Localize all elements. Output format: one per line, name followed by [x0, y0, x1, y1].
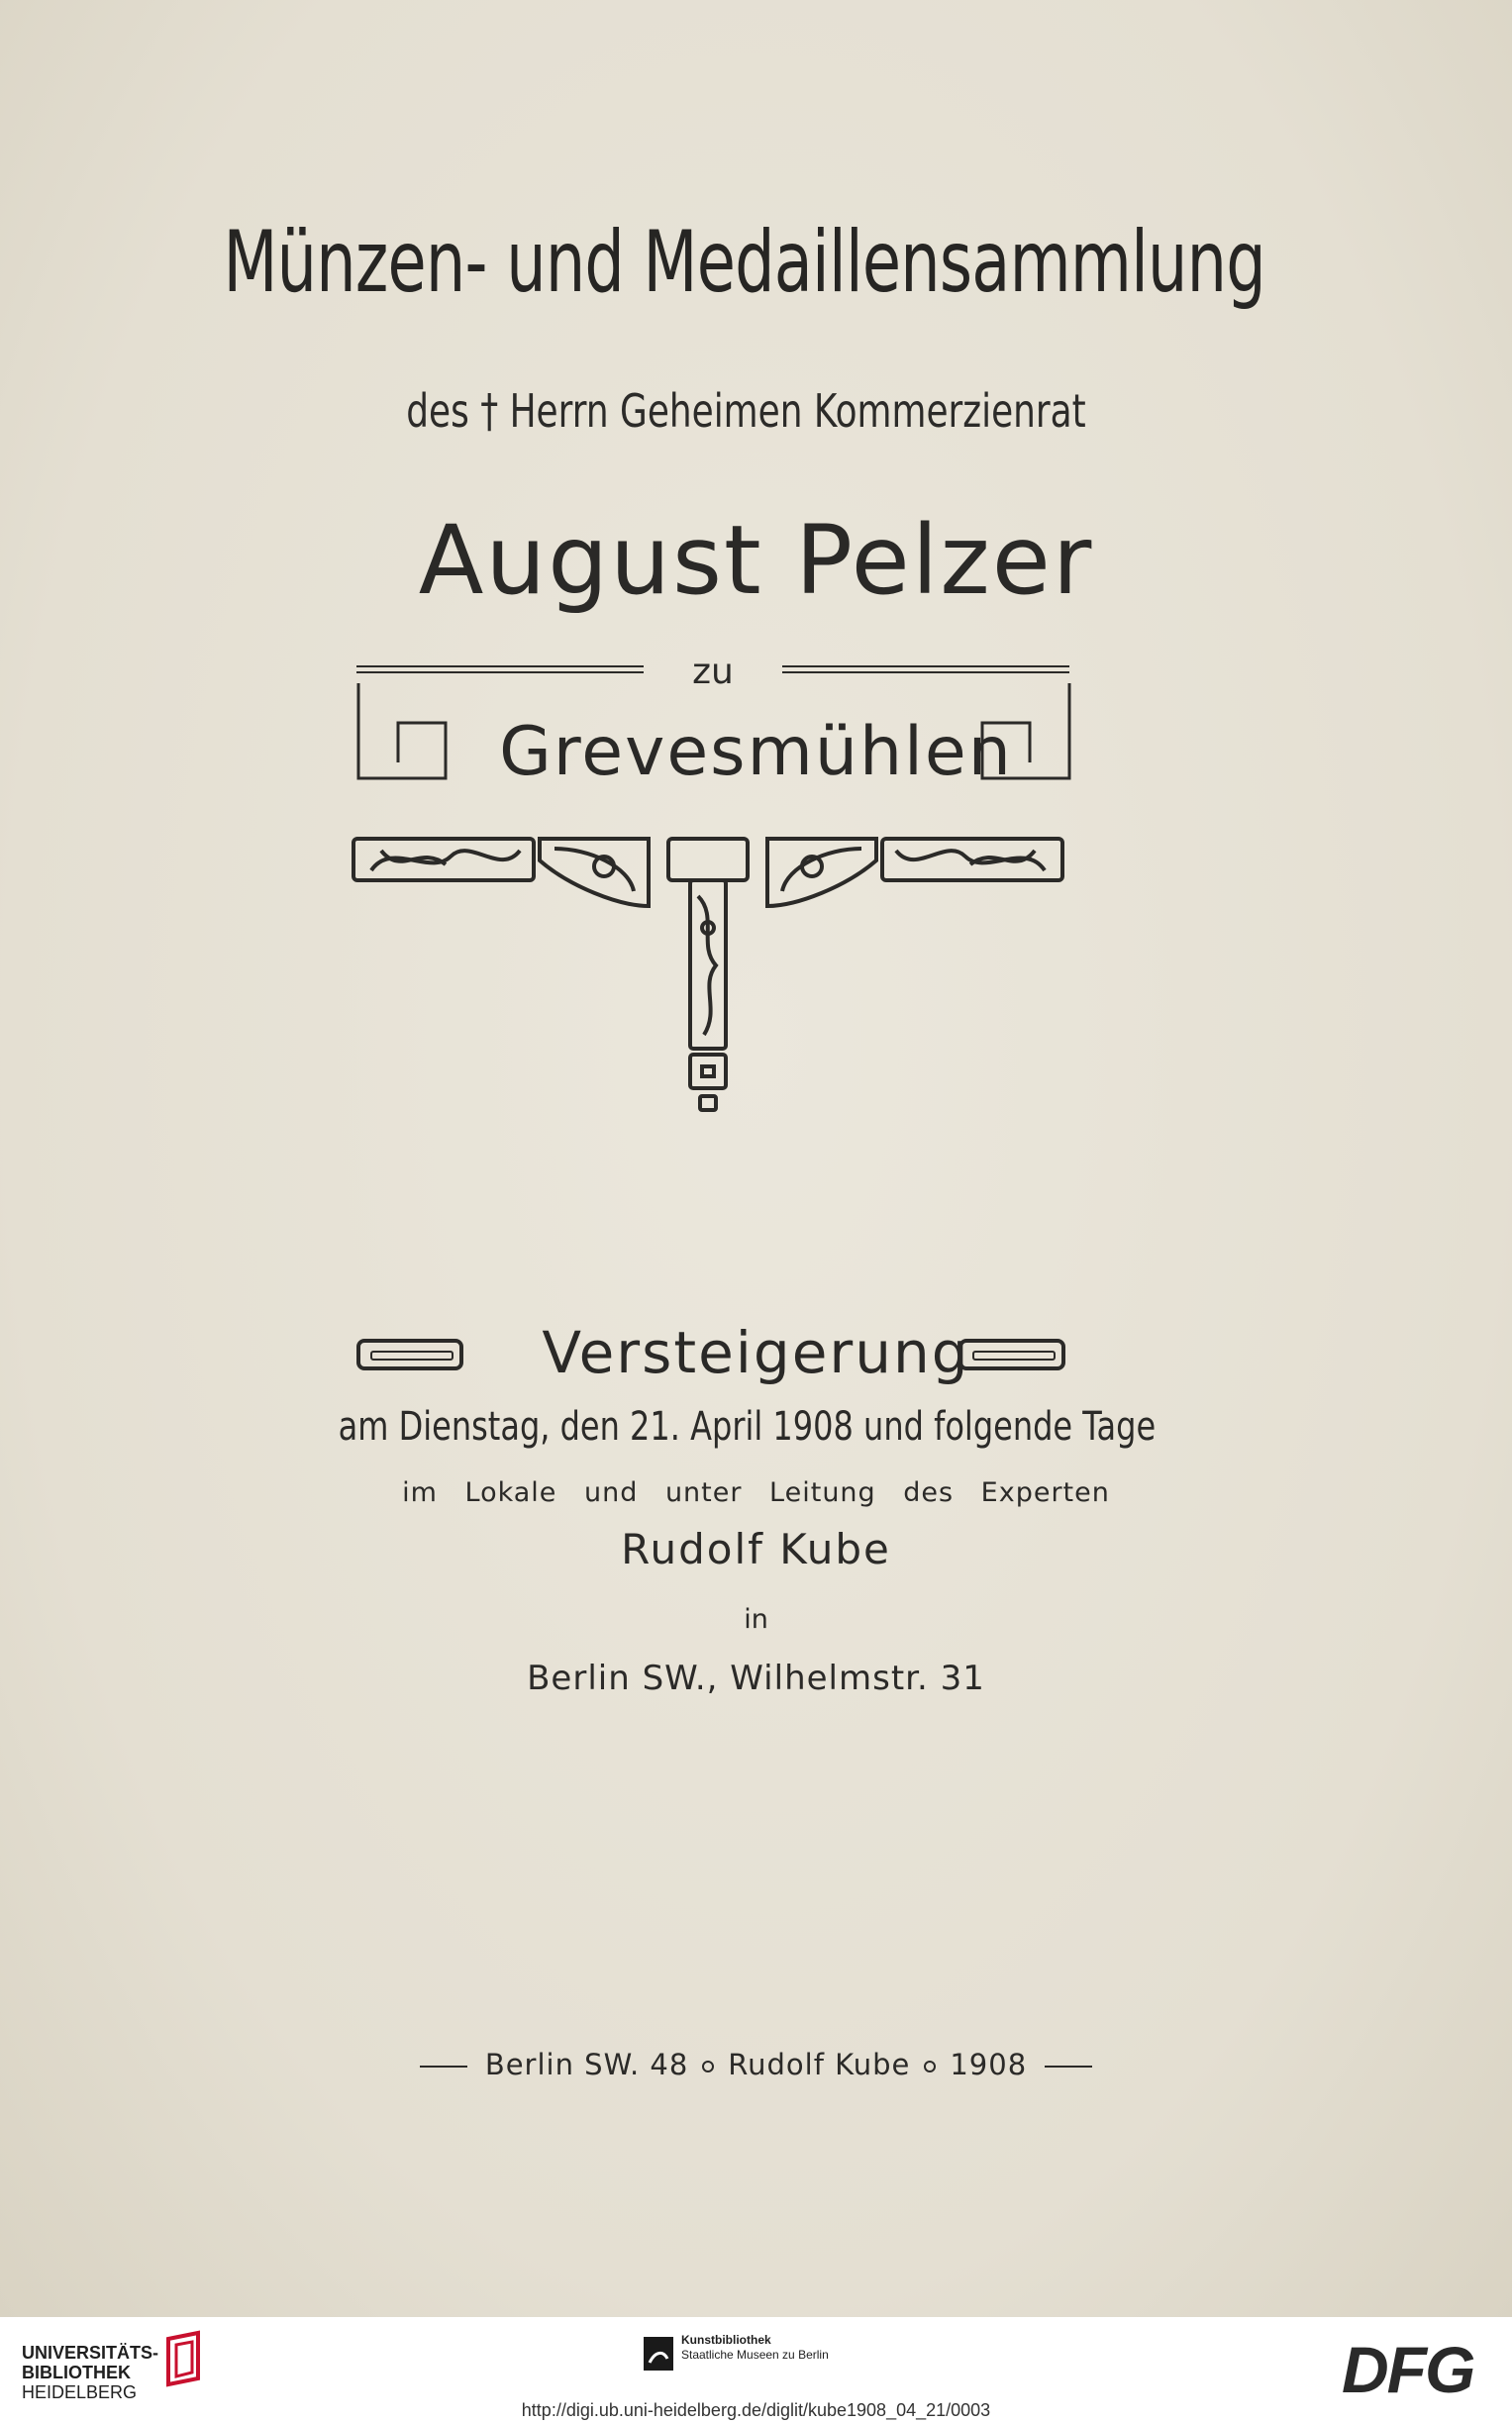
catalog-subtitle: des † Herrn Geheimen Kommerzienrat: [406, 384, 1086, 438]
university-library-logo[interactable]: [22, 2343, 158, 2402]
in-word: in: [744, 1604, 768, 1635]
page-url[interactable]: http://digi.ub.uni-heidelberg.de/diglit/kube1908_04_21/0003: [521, 2400, 991, 2420]
imprint-line: [0, 2048, 1512, 2081]
rule-right: [782, 665, 1069, 673]
kunstbibliothek-logo-icon: [644, 2337, 673, 2371]
university-line2: BIBLIOTHEK: [22, 2363, 131, 2382]
imprint-year: 1908: [950, 2048, 1028, 2081]
auction-date: am Dienstag, den 21. April 1908 und folgende Tage: [338, 1404, 1157, 1450]
zu-label: zu: [692, 652, 734, 692]
university-line3: HEIDELBERG: [22, 2382, 138, 2402]
expert-address: Berlin SW., Wilhelmstr. 31: [527, 1659, 985, 1698]
imprint-dot: [702, 2061, 714, 2072]
expert-name: Rudolf Kube: [621, 1525, 891, 1573]
imprint-city: Berlin SW. 48: [484, 2048, 689, 2081]
imprint-dash-right: [1045, 2066, 1092, 2068]
collector-name: August Pelzer: [418, 505, 1094, 616]
university-line1: UNIVERSITÄTS-: [22, 2343, 159, 2363]
kunstbibliothek-line1: Kunstbibliothek: [681, 2333, 771, 2347]
catalog-title: Münzen- und Medaillensammlung: [223, 213, 1265, 312]
kunstbibliothek-line2: Staatliche Museen zu Berlin: [681, 2348, 829, 2362]
place-name: Grevesmühlen: [499, 713, 1013, 791]
imprint-publisher: Rudolf Kube: [728, 2048, 911, 2081]
imprint-dot: [924, 2061, 936, 2072]
auction-heading: Versteigerung: [542, 1319, 970, 1386]
ornament-box-right: [958, 1339, 1065, 1370]
university-emblem-icon: [158, 2329, 208, 2388]
kunstbibliothek-text[interactable]: [681, 2333, 829, 2363]
art-nouveau-ornament: [352, 837, 1064, 1114]
auction-venue: im Lokale und unter Leitung des Experten: [402, 1477, 1110, 1508]
imprint-dash-left: [420, 2066, 467, 2068]
dfg-logo[interactable]: DFG: [1342, 2333, 1474, 2406]
